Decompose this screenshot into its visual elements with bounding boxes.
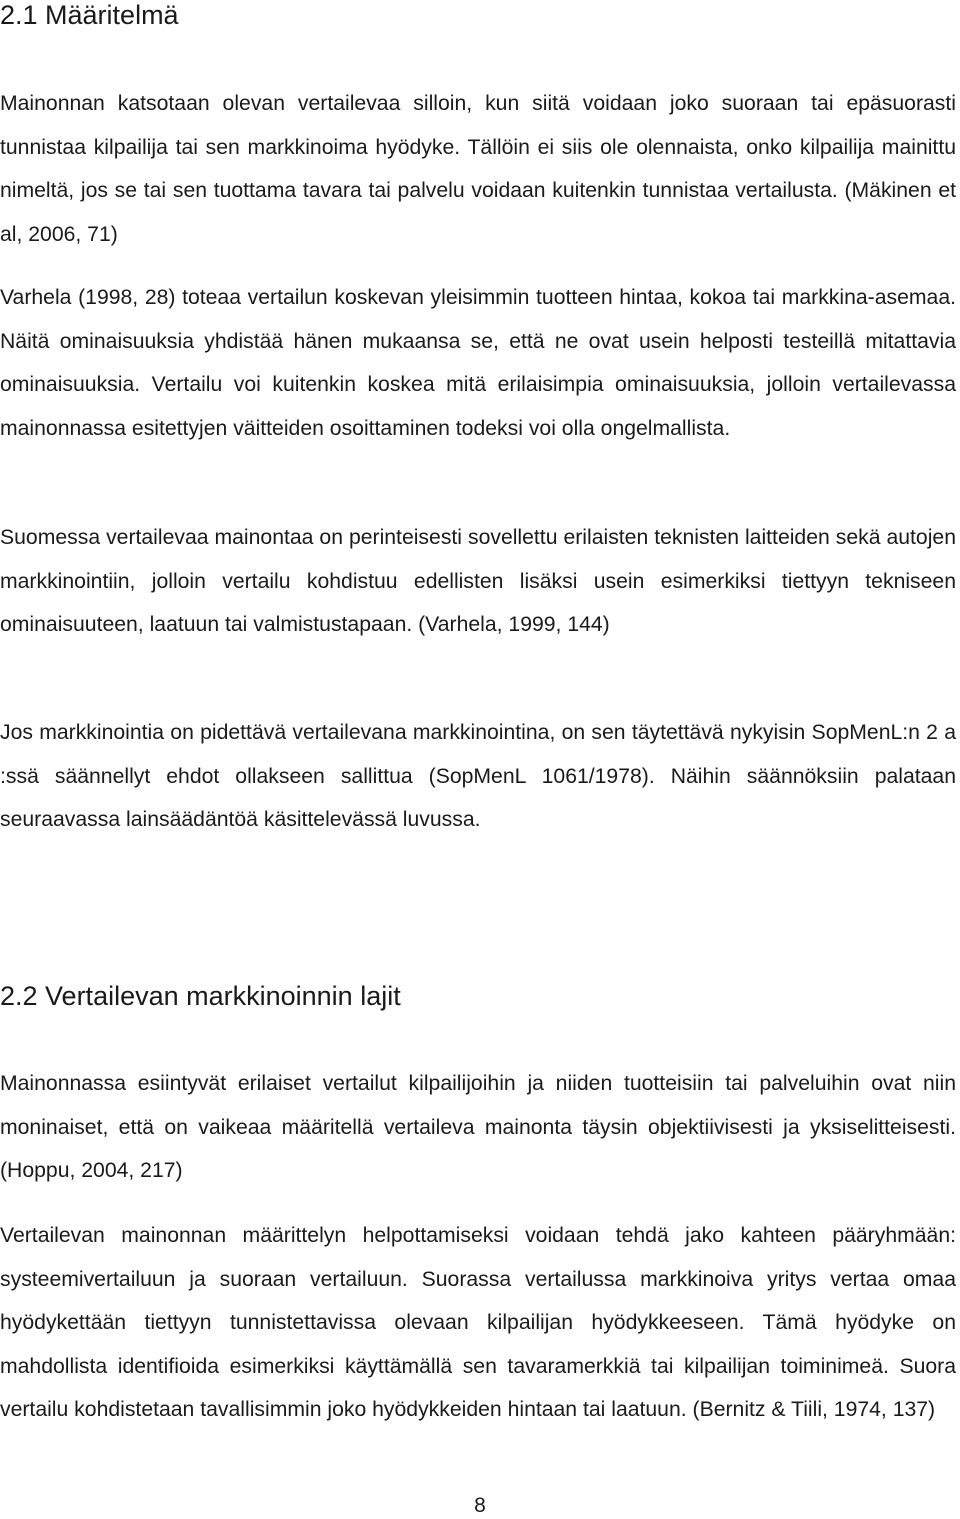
paragraph-jos-markkinointia: Jos markkinointia on pidettävä vertailevana markkinointina, on sen täytettävä nykyisin SopMenL:n 2 a :ssä säännellyt ehdot ollakseen sallittua (SopMenL 1061/1978). Näihin säännöksiin palataan seuraavassa lainsäädäntöä käsittelevässä luvussa. <box>0 721 956 832</box>
page-number: 8 <box>474 1494 486 1517</box>
paragraph-definition: Mainonnan katsotaan olevan vertailevaa silloin, kun siitä voidaan joko suoraan tai epäsuorasti tunnistaa kilpailija tai sen markkinoima hyödyke. Tällöin ei siis ole olennaista, onko kilpailija mainittu nimeltä, jos se tai sen tuottama tavara tai palvelu voidaan kuitenkin tunnistaa vertailusta. (Mäkinen et al, 2006, 71) <box>0 92 956 246</box>
section-heading-2-1: 2.1 Määritelmä <box>0 0 179 30</box>
paragraph-vertailevan: Vertailevan mainonnan määrittelyn helpottamiseksi voidaan tehdä jako kahteen pääryhmään: systeemivertailuun ja suoraan vertailuun. Suorassa vertailussa markkinoiva yritys vertaa omaa hyödykettään tiettyyn tunnistettavissa olevaan kilpailijan hyödykkeeseen. Tämä hyödyke on mahdollista identifioida esimerkiksi käyttämällä sen tavaramerkkiä tai kilpailijan toiminimeä. Suora vertailu kohdistetaan tavallisimmin joko hyödykkeiden hintaan tai laatuun. (Bernitz & Tiili, 1974, 137) <box>0 1224 956 1422</box>
paragraph-suomessa: Suomessa vertailevaa mainontaa on perinteisesti sovellettu erilaisten teknisten laitteiden sekä autojen markkinointiin, jolloin vertailu kohdistuu edellisten lisäksi usein esimerkiksi tiettyyn tekniseen ominaisuuteen, laatuun tai valmistustapaan. (Varhela, 1999, 144) <box>0 526 956 637</box>
section-heading-2-2: 2.2 Vertailevan markkinoinnin lajit <box>0 981 401 1011</box>
paragraph-mainonnassa: Mainonnassa esiintyvät erilaiset vertailut kilpailijoihin ja niiden tuotteisiin tai palveluihin ovat niin moninaiset, että on vaikeaa määritellä vertaileva mainonta täysin objektiivisesti ja yksiselitteisesti. (Hoppu, 2004, 217) <box>0 1072 956 1183</box>
paragraph-varhela: Varhela (1998, 28) toteaa vertailun koskevan yleisimmin tuotteen hintaa, kokoa tai markkina-asemaa. Näitä ominaisuuksia yhdistää hänen mukaansa se, että ne ovat usein helposti testeillä mitattavia ominaisuuksia. Vertailu voi kuitenkin koskea mitä erilaisimpia ominaisuuksia, jolloin vertailevassa mainonnassa esitettyjen väitteiden osoittaminen todeksi voi olla ongelmallista. <box>0 286 956 440</box>
